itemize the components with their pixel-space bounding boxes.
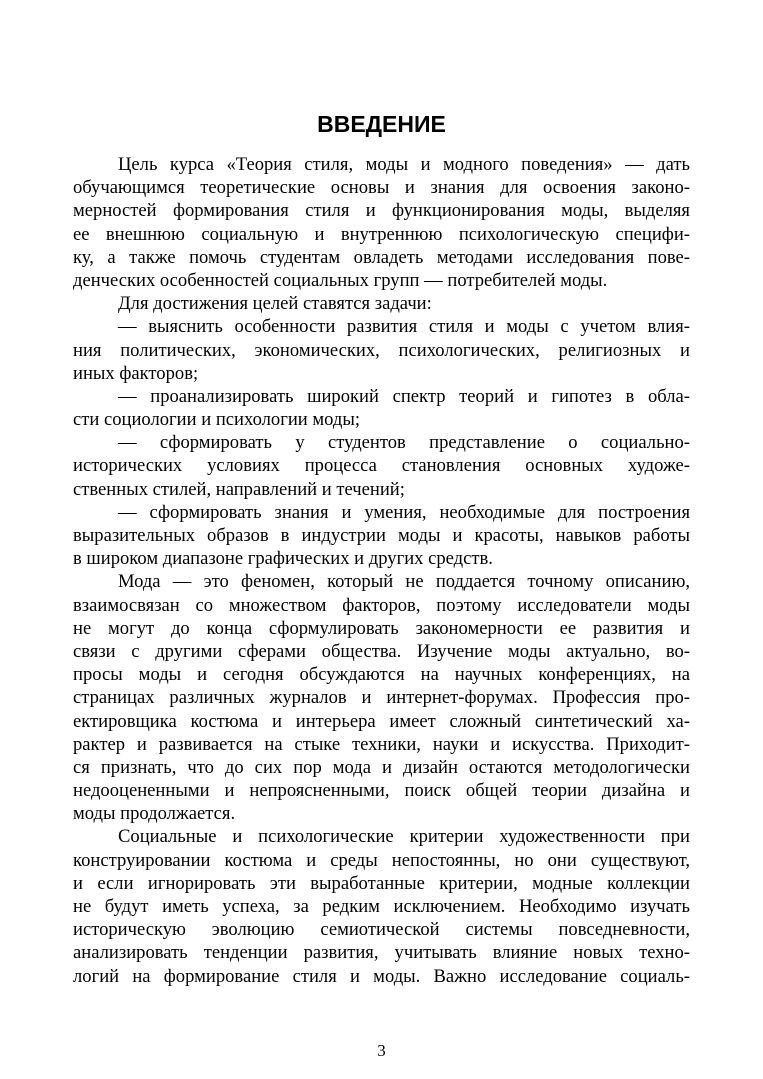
text-line: моды продолжается. bbox=[73, 803, 236, 825]
text-line: ся признать, что до сих пор мода и дизайн остаются методологически bbox=[73, 756, 690, 778]
text-line: обучающимся теоретические основы и знания для освоения законо- bbox=[73, 177, 690, 199]
text-line: историческую эволюцию семиотической системы повседневности, bbox=[73, 919, 690, 941]
text-line: ее внешнюю социальную и внутреннюю психологическую специфи- bbox=[73, 223, 690, 245]
text-line: просы моды и сегодня обсуждаются на научных конференциях, на bbox=[73, 664, 690, 686]
text-line: мерностей формирования стиля и функционирования моды, выделяя bbox=[73, 200, 690, 222]
text-line: конструировании костюма и среды непостоянны, но они существуют, bbox=[73, 849, 690, 871]
body-text bbox=[73, 153, 690, 988]
text-line: анализировать тенденции развития, учитывать влияние новых техно- bbox=[73, 942, 690, 964]
text-line: страницах различных журналов и интернет-форумах. Профессия про- bbox=[73, 687, 690, 709]
text-line: выразительных образов в индустрии моды и красоты, навыков работы bbox=[73, 525, 690, 546]
text-line: иных факторов; bbox=[73, 362, 199, 384]
page-number: 3 bbox=[377, 1041, 386, 1060]
text-line: связи с другими сферами общества. Изучение моды актуально, во- bbox=[73, 640, 690, 662]
text-line: ку, а также помочь студентам овладеть методами исследования пове- bbox=[73, 246, 690, 268]
text-line: и если игнорировать эти выработанные критерии, модные коллекции bbox=[73, 872, 690, 894]
text-line: — выяснить особенности развития стиля и моды с учетом влия- bbox=[118, 316, 690, 338]
text-line: в широком диапазоне графических и других средств. bbox=[73, 548, 493, 570]
text-line: рактер и развивается на стыке техники, науки и искусства. Приходит- bbox=[73, 733, 690, 755]
text-line: денческих особенностей социальных групп — потребителей моды. bbox=[73, 269, 608, 291]
text-line: недооцененными и непроясненными, поиск общей теории дизайна и bbox=[73, 780, 690, 802]
text-line: Мода — это феномен, который не поддается точному описанию, bbox=[118, 571, 690, 593]
text-line: не могут до конца сформулировать закономерности ее развития и bbox=[73, 617, 690, 639]
text-line: — сформировать знания и умения, необходимые для построения bbox=[118, 501, 690, 523]
text-line: взаимосвязан со множеством факторов, поэтому исследователи моды bbox=[73, 594, 690, 616]
text-line: Для достижения целей ставятся задачи: bbox=[118, 293, 432, 315]
text-line: ственных стилей, направлений и течений; bbox=[73, 478, 405, 500]
text-line: ния политических, экономических, психологических, религиозных и bbox=[73, 339, 690, 361]
text-line: ектировщика костюма и интерьера имеет сложный синтетический ха- bbox=[73, 710, 690, 732]
section-heading: ВВЕДЕНИЕ bbox=[317, 111, 446, 137]
text-line: сти социологии и психологии моды; bbox=[73, 409, 361, 431]
text-line: логий на формирование стиля и моды. Важно исследование социаль- bbox=[73, 965, 690, 987]
text-line: Социальные и психологические критерии художественности при bbox=[118, 826, 690, 848]
text-line: Цель курса «Теория стиля, моды и модного поведения» — дать bbox=[118, 154, 690, 175]
text-line: — проанализировать широкий спектр теорий и гипотез в обла- bbox=[118, 385, 690, 407]
text-line: — сформировать у студентов представление о социально- bbox=[118, 432, 690, 454]
text-line: исторических условиях процесса становления основных художе- bbox=[73, 455, 690, 477]
text-line: не будут иметь успеха, за редким исключением. Необходимо изучать bbox=[73, 896, 690, 917]
